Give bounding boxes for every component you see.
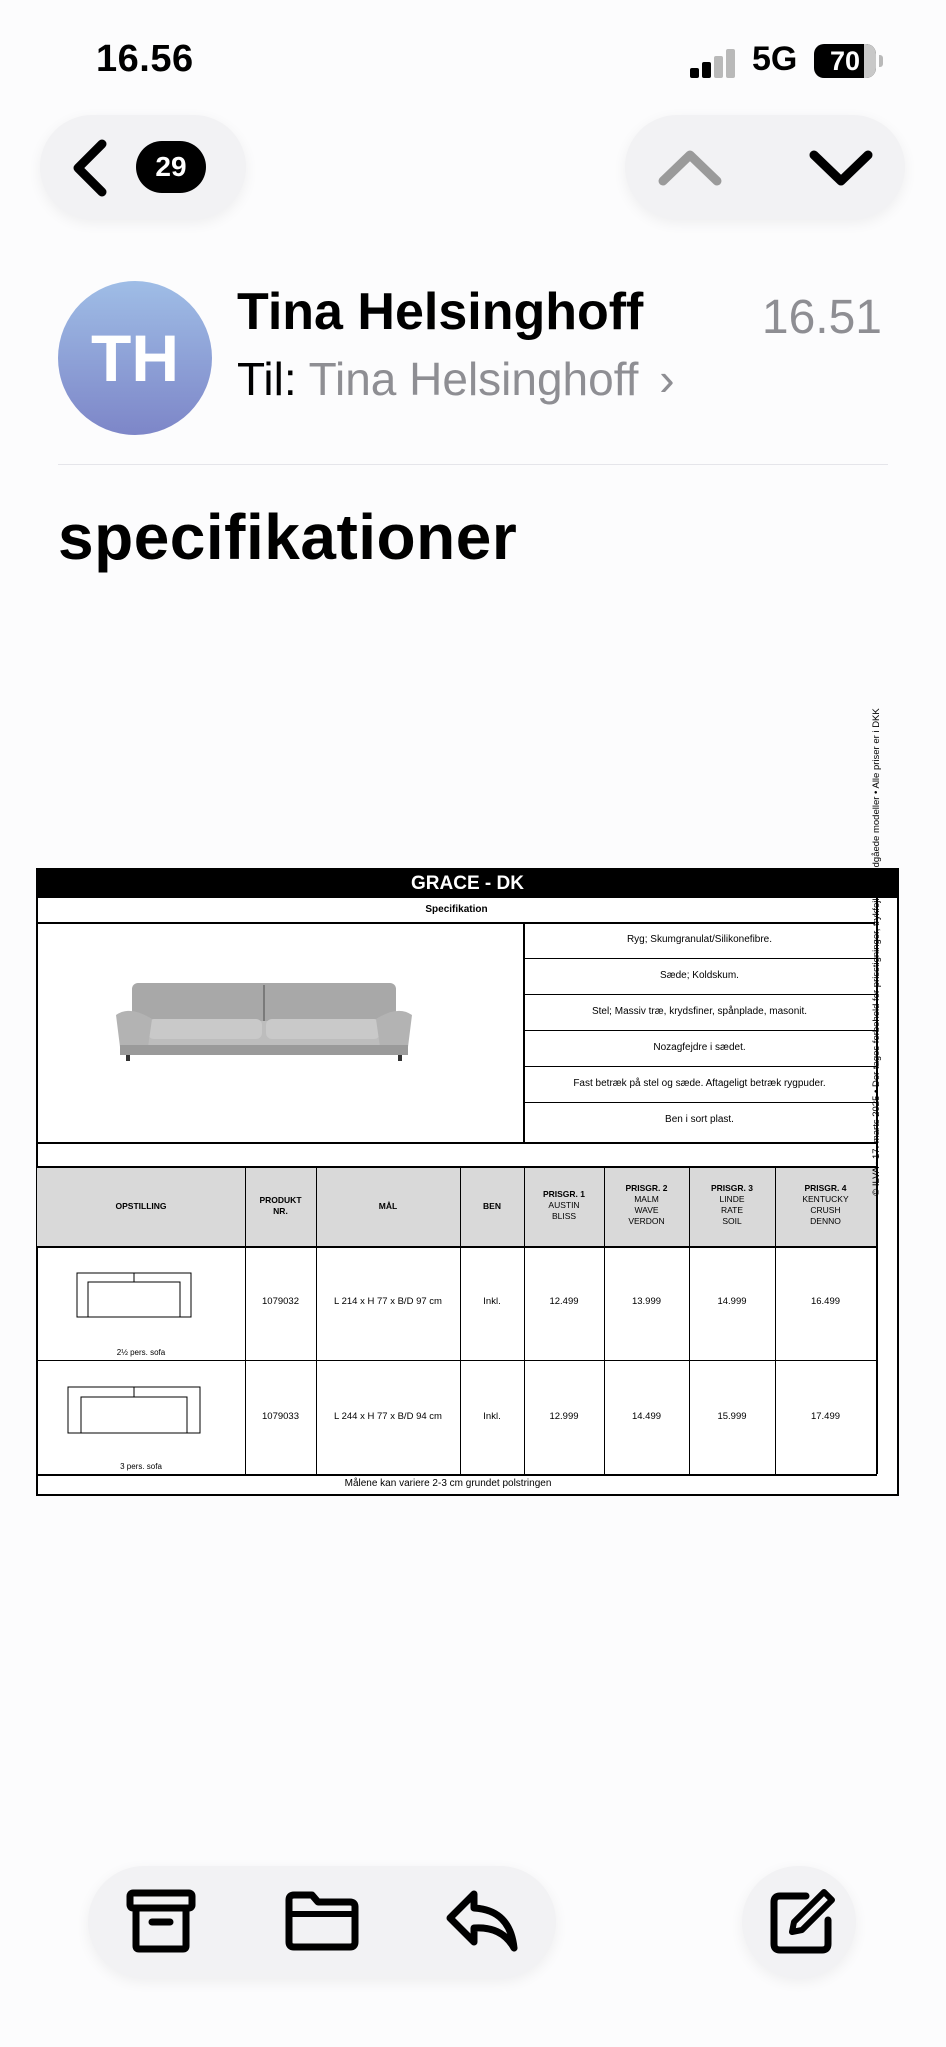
sheet-grid-line bbox=[37, 1474, 877, 1476]
header-divider bbox=[58, 464, 888, 465]
table-cell: 1079032 bbox=[262, 1296, 299, 1307]
battery-level: 70 bbox=[829, 46, 861, 76]
unread-count-badge: 29 bbox=[136, 141, 206, 193]
sheet-title: GRACE - DK bbox=[38, 870, 897, 898]
status-time: 16.56 bbox=[96, 38, 194, 80]
to-label: Til: bbox=[237, 353, 297, 405]
sender-name[interactable]: Tina Helsinghoff bbox=[237, 283, 644, 341]
network-label: 5G bbox=[752, 40, 798, 78]
recipient-name[interactable]: Tina Helsinghoff bbox=[308, 353, 639, 405]
sheet-footer-note: Målene kan variere 2-3 cm grundet polstringen bbox=[344, 1478, 552, 1489]
table-cell: 17.499 bbox=[810, 1411, 841, 1422]
archive-icon[interactable] bbox=[126, 1888, 196, 1954]
sheet-side-note: © ILVA - 17. marts 2025 • Der tages forbehold for prisstigninger, trykfejl samt udgåede modeller • Alle priser er i DKK bbox=[871, 708, 882, 1196]
sheet-subtitle: Specifikation bbox=[38, 898, 875, 924]
sheet-grid-line bbox=[37, 1246, 877, 1248]
spec-line: Nozagfejdre i sædet. bbox=[653, 1042, 746, 1053]
email-subject: specifikationer bbox=[58, 501, 518, 573]
spec-line: Sæde; Koldskum. bbox=[660, 970, 739, 981]
spec-line: Stel; Massiv træ, krydsfiner, spånplade, masonit. bbox=[591, 1006, 808, 1017]
table-header-produkt: PRODUKT NR. bbox=[259, 1195, 302, 1216]
table-header-prisgruppe-1: PRISGR. 1 AUSTIN BLISS bbox=[542, 1189, 586, 1221]
signal-icon bbox=[690, 48, 738, 78]
chevron-down-icon[interactable] bbox=[806, 143, 876, 193]
table-header-maal: MÅL bbox=[378, 1201, 398, 1211]
table-cell: 16.499 bbox=[810, 1296, 841, 1307]
battery-icon bbox=[814, 44, 876, 78]
table-cell: 2½ pers. sofa bbox=[116, 1348, 166, 1357]
table-cell: 14.999 bbox=[717, 1296, 747, 1307]
table-cell: L 214 x H 77 x B/D 97 cm bbox=[334, 1296, 442, 1307]
sofa-outline-drawing bbox=[67, 1386, 201, 1434]
compose-icon[interactable] bbox=[766, 1886, 838, 1958]
table-cell: 14.499 bbox=[631, 1411, 662, 1422]
battery-tip bbox=[879, 55, 883, 67]
sofa-outline-drawing bbox=[76, 1272, 192, 1318]
table-cell: 12.999 bbox=[549, 1411, 579, 1422]
recipient-line[interactable] bbox=[237, 352, 675, 406]
reply-icon[interactable] bbox=[444, 1888, 520, 1954]
chevron-left-icon[interactable] bbox=[68, 138, 112, 198]
table-header-opstilling: OPSTILLING bbox=[115, 1201, 167, 1211]
table-header-prisgruppe-3: PRISGR. 3 LINDE RATE SOIL bbox=[710, 1183, 754, 1226]
chevron-right-icon[interactable]: › bbox=[659, 353, 675, 405]
sofa-product-image bbox=[112, 975, 416, 1075]
sheet-grid-line bbox=[316, 1168, 317, 1474]
table-header-prisgruppe-4: PRISGR. 4 KENTUCKY CRUSH DENNO bbox=[802, 1183, 849, 1226]
sender-avatar[interactable]: TH bbox=[58, 281, 212, 435]
sheet-grid-line bbox=[37, 1360, 877, 1361]
folder-icon[interactable] bbox=[284, 1890, 360, 1952]
spec-line: Ben i sort plast. bbox=[665, 1114, 734, 1125]
sheet-grid-line bbox=[37, 1142, 877, 1144]
table-cell: Inkl. bbox=[483, 1296, 501, 1307]
spec-line: Fast betræk på stel og sæde. Aftageligt betræk rygpuder. bbox=[573, 1078, 826, 1089]
table-cell: Inkl. bbox=[483, 1411, 501, 1422]
table-cell: 3 pers. sofa bbox=[120, 1462, 162, 1471]
table-cell: 13.999 bbox=[631, 1296, 662, 1307]
table-cell: 12.499 bbox=[549, 1296, 579, 1307]
table-cell: 15.999 bbox=[717, 1411, 747, 1422]
table-cell: L 244 x H 77 x B/D 94 cm bbox=[334, 1411, 442, 1422]
sheet-grid-line bbox=[460, 1168, 461, 1474]
chevron-up-icon[interactable] bbox=[655, 143, 725, 193]
table-header-ben: BEN bbox=[483, 1201, 501, 1211]
table-header-prisgruppe-2: PRISGR. 2 MALM WAVE VERDON bbox=[625, 1183, 668, 1226]
message-time: 16.51 bbox=[761, 291, 882, 344]
table-cell: 1079033 bbox=[262, 1411, 299, 1422]
spec-line: Ryg; Skumgranulat/Silikonefibre. bbox=[626, 934, 773, 945]
